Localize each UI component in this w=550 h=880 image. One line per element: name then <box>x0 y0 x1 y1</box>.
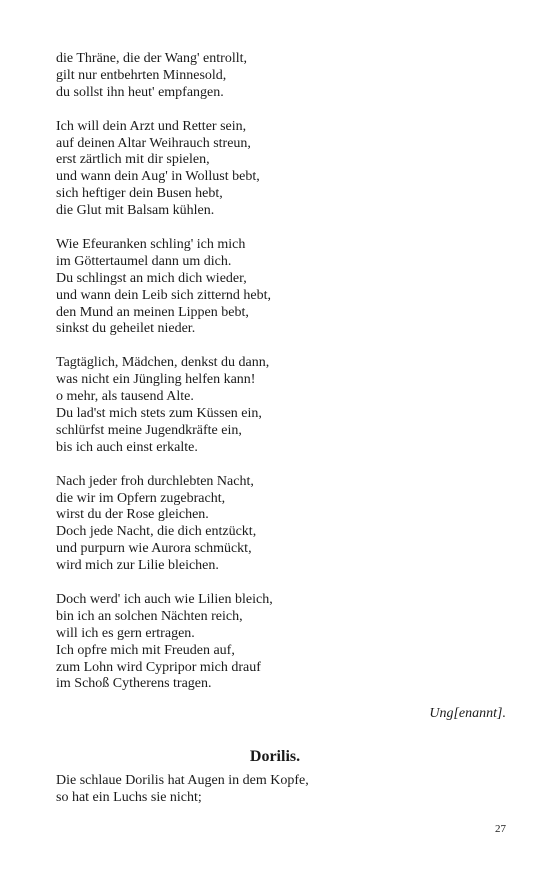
poem-author: Ung[enannt]. <box>429 706 506 721</box>
verse-line: im Göttertaumel dann um dich. <box>56 253 232 269</box>
verse-line: erst zärtlich mit dir spielen, <box>56 152 210 168</box>
verse-line: die Thräne, die der Wang' entrollt, <box>56 51 247 66</box>
stanza <box>56 237 506 338</box>
verse-line: Du schlingst an mich dich wieder, <box>56 270 247 286</box>
verse-line: die wir im Opfern zugebracht, <box>56 490 226 506</box>
verse-line: im Schoß Cytherens tragen. <box>56 676 212 692</box>
next-poem-body <box>56 773 506 807</box>
verse-line: sich heftiger dein Busen hebt, <box>56 186 223 202</box>
stanza <box>56 592 506 693</box>
verse-line: Tagtäglich, Mädchen, denkst du dann, <box>56 355 270 371</box>
verse-line: den Mund an meinen Lippen bebt, <box>56 304 249 320</box>
verse-line: und wann dein Leib sich zitternd hebt, <box>56 287 271 303</box>
verse-line: schlürfst meine Jugendkräfte ein, <box>56 422 242 438</box>
verse-line: wirst du der Rose gleichen. <box>56 507 209 523</box>
verse-line: gilt nur entbehrten Minnesold, <box>56 67 227 83</box>
verse-line: auf deinen Altar Weihrauch streun, <box>56 135 251 151</box>
verse-line: bis ich auch einst erkalte. <box>56 439 198 455</box>
verse-line: und wann dein Aug' in Wollust bebt, <box>56 169 260 185</box>
verse-line: du sollst ihn heut' empfangen. <box>56 84 224 100</box>
page-number: 27 <box>495 823 506 835</box>
verse-line: Ich opfre mich mit Freuden auf, <box>56 642 235 658</box>
verse-line: o mehr, als tausend Alte. <box>56 389 194 405</box>
stanza <box>56 51 506 102</box>
verse-line: sinkst du geheilet nieder. <box>56 321 196 337</box>
verse-line: wird mich zur Lilie bleichen. <box>56 558 219 574</box>
verse-line: zum Lohn wird Cypripor mich drauf <box>56 659 261 675</box>
verse-line: Doch werd' ich auch wie Lilien bleich, <box>56 591 273 607</box>
poem-title: Dorilis. <box>249 748 301 765</box>
verse-line: Nach jeder froh durchlebten Nacht, <box>56 473 254 489</box>
stanza <box>56 119 506 220</box>
verse-line: die Glut mit Balsam kühlen. <box>56 203 215 219</box>
verse-line: Ich will dein Arzt und Retter sein, <box>56 118 247 134</box>
verse-line: bin ich an solchen Nächten reich, <box>56 608 243 624</box>
poem-body <box>56 51 506 710</box>
verse-line: was nicht ein Jüngling helfen kann! <box>56 372 256 388</box>
verse-line: Die schlaue Dorilis hat Augen in dem Kopfe, <box>56 773 309 788</box>
verse-line: Du lad'st mich stets zum Küssen ein, <box>56 405 262 421</box>
verse-line: und purpurn wie Aurora schmückt, <box>56 541 252 557</box>
verse-line: Doch jede Nacht, die dich entzückt, <box>56 524 257 540</box>
verse-line: Wie Efeuranken schling' ich mich <box>56 236 246 252</box>
verse-line: will ich es gern ertragen. <box>56 625 195 641</box>
stanza <box>56 355 506 456</box>
verse-line: so hat ein Luchs sie nicht; <box>56 789 202 805</box>
stanza <box>56 474 506 575</box>
